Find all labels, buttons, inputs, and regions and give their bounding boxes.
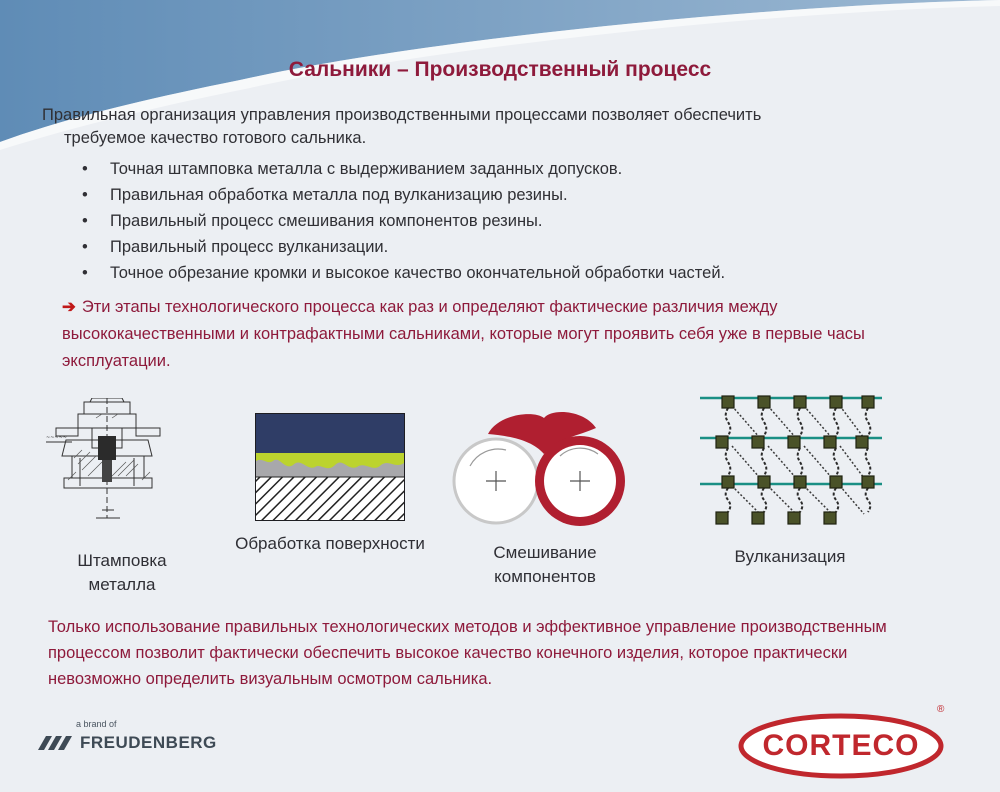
lattice-node	[788, 436, 800, 448]
surface-diagram	[255, 413, 405, 521]
bullet-marker: •	[82, 212, 88, 230]
intro-line-2: требуемое качество готового сальника.	[64, 129, 367, 147]
registered-mark: ®	[937, 704, 945, 715]
lattice-node	[862, 396, 874, 408]
intro-paragraph	[42, 104, 922, 150]
list-item: • Правильный процесс смешивания компонентов резины.	[82, 208, 725, 234]
bullet-marker: •	[82, 160, 88, 178]
lattice-node	[856, 436, 868, 448]
corteco-logo-text: CORTECO	[762, 729, 920, 762]
lattice-node	[752, 436, 764, 448]
lattice-node	[758, 396, 770, 408]
lattice-node	[716, 512, 728, 524]
lattice-node	[830, 476, 842, 488]
caption-vulcanization: Вулканизация	[734, 547, 846, 566]
mixing-diagram	[448, 408, 638, 532]
freudenberg-name: FREUDENBERG	[80, 733, 217, 752]
lattice-node	[824, 512, 836, 524]
conclusion-text: Эти этапы технологического процесса как раз и определяют фактические различия между высококачественными и контрафактными сальниками, которые могут проявить себя уже в первые часы эксплуатации.	[62, 298, 865, 370]
lattice-node	[722, 476, 734, 488]
bullet-marker: •	[82, 186, 88, 204]
bullet-marker: •	[82, 264, 88, 282]
bottom-paragraph: Только использование правильных технологических методов и эффективное управление производственным процессом позволит фактически обеспечить высокое качество конечного изделия, которое практически невозможно определить визуальным осмотром сальника.	[48, 618, 887, 688]
svg-text:~~~~~: ~~~~~	[46, 435, 67, 441]
brand-of-label: a brand of	[76, 719, 117, 729]
lattice-node	[752, 512, 764, 524]
lattice-node	[722, 396, 734, 408]
freudenberg-icon	[38, 736, 74, 750]
caption-surface: Обработка поверхности	[235, 534, 425, 553]
lattice-node	[794, 396, 806, 408]
freudenberg-brand	[38, 733, 217, 753]
list-item: • Правильная обработка металла под вулканизацию резины.	[82, 182, 725, 208]
lattice-node	[862, 476, 874, 488]
lattice-node	[758, 476, 770, 488]
lattice-node	[794, 476, 806, 488]
list-item: • Точная штамповка металла с выдерживанием заданных допусков.	[82, 156, 725, 182]
conclusion-paragraph	[62, 294, 942, 375]
lattice-node	[824, 436, 836, 448]
bullet-list	[82, 156, 725, 286]
stamping-diagram	[42, 398, 172, 530]
lattice-node	[830, 396, 842, 408]
list-item: • Точное обрезание кромки и высокое качество окончательной обработки частей.	[82, 260, 725, 286]
arrow-icon: ➔	[62, 298, 76, 316]
list-item: • Правильный процесс вулканизации.	[82, 234, 725, 260]
caption-stamping: Штамповка металла	[77, 551, 167, 594]
caption-mixing: Смешивание компонентов	[493, 543, 597, 586]
vulcanization-diagram	[700, 384, 882, 532]
intro-line-1: Правильная организация управления производственными процессами позволяет обеспечить	[42, 106, 762, 124]
lattice-node	[716, 436, 728, 448]
bullet-marker: •	[82, 238, 88, 256]
lattice-node	[788, 512, 800, 524]
slide-title: Сальники – Производственный процесс	[288, 58, 712, 81]
